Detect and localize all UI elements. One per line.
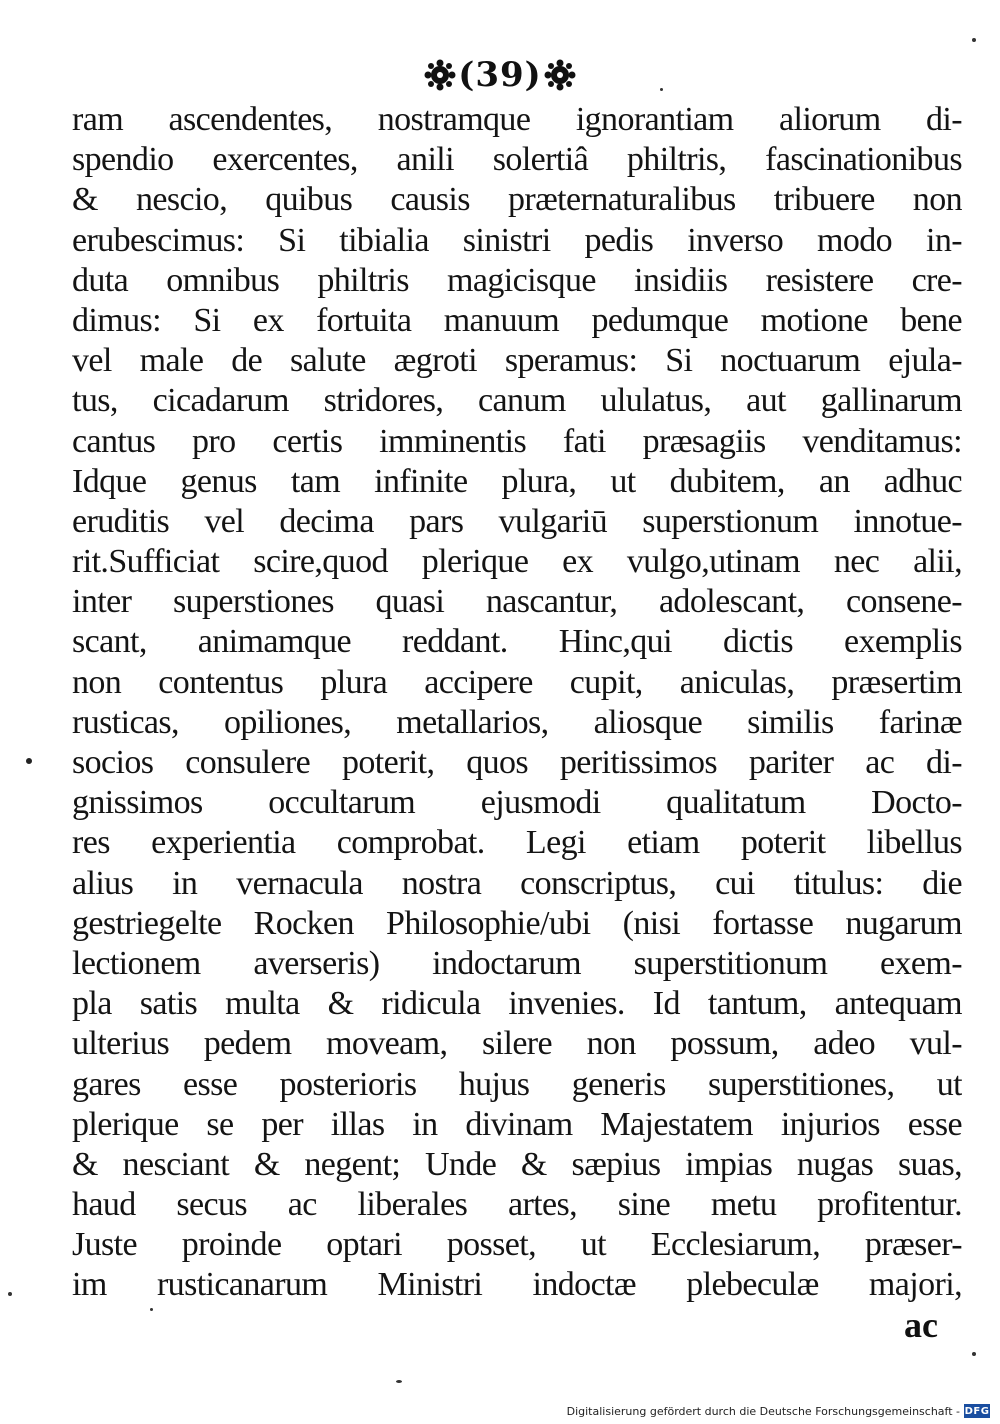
text-line: duta omnibus philtris magicisque insidiis resistere cre- [72,261,962,299]
text-line: Juste proinde optari posset, ut Ecclesiarum, præser- [72,1226,962,1264]
text-line: vel male de salute ægroti speramus: Si noctuarum ejula- [72,342,962,380]
margin-mark [26,758,32,764]
text-line: & nescio, quibus causis præternaturalibus tribuere non [72,181,962,219]
text-line: scant, animamque reddant. Hinc,qui dictis exemplis [72,623,962,661]
digitization-footer [567,1404,990,1418]
text-line: lectionem averseris) indoctarum superstitionum exem- [72,944,962,982]
text-line: gestriegelte Rocken Philosophie/ubi (nisi fortasse nugarum [72,904,962,942]
text-line: ram ascendentes, nostramque ignorantiam aliorum di- [72,101,962,138]
text-line: non contentus plura accipere cupit, aniculas, præsertim [72,663,962,701]
text-line: pla satis multa & ridicula invenies. Id tantum, antequam [72,985,962,1023]
scan-speck [972,1352,976,1356]
text-line: dimus: Si ex fortuita manuum pedumque motione bene [72,301,962,339]
text-line: inter superstiones quasi nascantur, adolescant, consene- [72,583,962,621]
text-line: alius in vernacula nostra conscriptus, cui titulus: die [72,864,962,902]
scan-speck [660,88,663,91]
text-line: eruditis vel decima pars vulgariū superstionum innotue- [72,502,962,540]
text-line: haud secus ac liberales artes, sine metu profitentur. [72,1186,962,1224]
text-line: gnissimos occultarum ejusmodi qualitatum Docto- [72,784,962,822]
flower-ornament-icon [544,59,576,91]
text-line: socios consulere poterit, quos peritissimos pariter ac di- [72,744,962,781]
dfg-logo: DFG [964,1405,990,1417]
text-line: erubescimus: Si tibialia sinistri pedis inverso modo in- [72,221,962,259]
text-line: rusticas, opiliones, metallarios, aliosque similis farinæ [72,703,962,741]
page-header [0,50,1000,100]
scan-speck [972,38,976,42]
text-line: res experientia comprobat. Legi etiam poterit libellus [72,824,962,862]
text-line: gares esse posterioris hujus generis superstitiones, ut [72,1065,962,1103]
text-line: tus, cicadarum stridores, canum ululatus, aut gallinarum [72,382,962,420]
text-line: & nesciant & negent; Unde & sæpius impias nugas suas, [72,1145,962,1183]
scan-speck [8,1292,12,1296]
text-line: ulterius pedem moveam, silere non possum, adeo vul- [72,1025,962,1063]
page-number: (39) [458,55,542,95]
flower-ornament-icon [424,59,456,91]
funding-credit: Digitalisierung gefördert durch die Deutsche Forschungsgemeinschaft - [566,1404,960,1418]
body-text [72,100,962,1306]
text-line: plerique se per illas in divinam Majestatem injurios esse [72,1105,962,1143]
text-line: cantus pro certis imminentis fati præsagiis venditamus: [72,422,962,460]
text-line: Idque genus tam infinite plura, ut dubitem, an adhuc [72,462,962,500]
catchword: ac [904,1305,938,1345]
text-line: rit.Sufficiat scire,quod plerique ex vulgo,utinam nec alii, [72,543,962,581]
scan-speck [396,1380,402,1383]
text-line: im rusticanarum Ministri indoctæ plebeculæ majori, [72,1266,962,1304]
scan-speck [150,1308,153,1311]
text-line: spendio exercentes, anili solertiâ philtris, fascinationibus [72,141,962,179]
